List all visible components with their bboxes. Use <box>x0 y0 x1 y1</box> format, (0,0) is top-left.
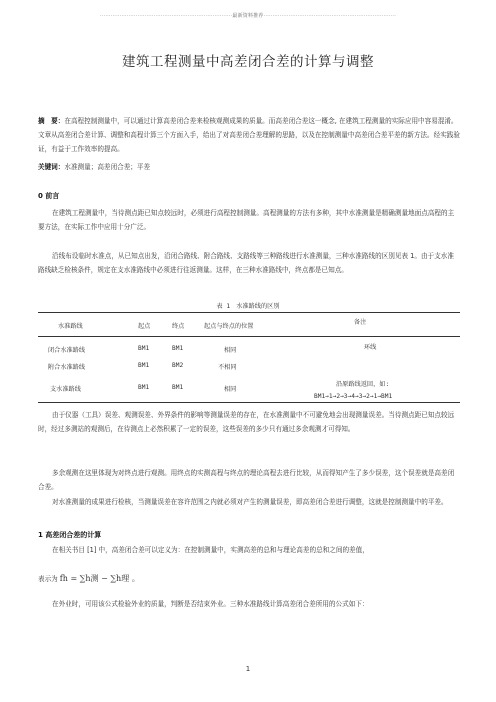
table-cell-relation: 不相同 <box>218 364 237 371</box>
closure-formula: fh = ∑h测 − ∑h理 。 <box>59 574 140 583</box>
abstract-text: 在高程控制测量中，可以通过计算高差闭合差来检核观测成果的质量。而高差闭合差这一概念, 在建筑工程测量的实际应用中容易混淆。文章从高差闭合差计算、调整和高程计算三个方面入手，给出了对高差闭合差理解的思路，以及在控制测量中高差闭合差平差的新方法。经实践验证，有益于工作效率的提高。 <box>38 117 460 153</box>
header-dots-left: ·········································································· <box>99 13 233 19</box>
keywords-text: 水准测量；高差闭合差；平差 <box>64 163 151 171</box>
paragraph-3: 由于仪器（工具）误差、观测误差、外界条件的影响等测量误差的存在，在水准测量中不可避免地会出现测量误差。当待测点距已知点较远时，经过多测站的观测后，在待测点上必然积累了一定的误差，这些误差的多少只有通过多余观测才可得知。 <box>38 411 455 433</box>
page-number: 1 <box>245 665 251 673</box>
paragraph-1: 在建筑工程测量中，当待测点距已知点较远时，必须进行高程控制测量。高程测量的方法有多种，其中水准测量是精确测量地面点高程的主要方法，在实际工作中应用十分广泛。 <box>38 209 455 231</box>
paragraph-7: 在外业时，可用该公式检验外业的质量，判断是否结束外业。三种水准路线计算高差闭合差所用的公式如下： <box>52 600 369 608</box>
table-header-rule <box>38 336 460 337</box>
section-heading-0: 0 前言 <box>38 192 60 200</box>
table-cell-end: BM1 <box>172 384 184 391</box>
abstract <box>38 114 460 156</box>
table-header-start: 起点 <box>138 323 151 330</box>
formula-prefix: 表示为 <box>38 575 58 583</box>
keywords-label: 关键词： <box>38 163 65 171</box>
table-cell-note: 沿原路线返回，如: <box>336 381 390 388</box>
table-header-end: 终点 <box>172 323 185 330</box>
table-cell-end: BM2 <box>172 362 184 369</box>
table-bottom-rule <box>38 402 460 403</box>
table-cell-relation: 相同 <box>224 386 237 393</box>
table-cell-note: 环线 <box>364 344 377 351</box>
page-header <box>92 12 404 19</box>
table-cell-route: 支水准路线 <box>50 386 81 393</box>
paragraph-2: 沿线布设临时水准点，从已知点出发，沿闭合路线、附合路线、支路线等三种路线进行水准测量，三种水准路线的区别见表 1。由于支水准路线缺乏检核条件，规定在支水准路线中必须进行往返测量。这样，在三种水准路线中，终点都是已知点。 <box>38 252 454 274</box>
table-cell-route: 附合水准路线 <box>48 364 86 371</box>
document-title: 建筑工程测量中高差闭合差的计算与调整 <box>122 54 374 70</box>
table-top-rule <box>38 312 460 313</box>
header-dots-right: ·········································································· <box>263 13 397 19</box>
header-label: 最新资料推荐 <box>232 13 264 19</box>
table-cell-route: 闭合水准路线 <box>48 347 86 354</box>
table-cell-start: BM1 <box>138 384 150 391</box>
formula-line <box>38 573 140 584</box>
table-header-route: 水准路线 <box>58 323 83 330</box>
section-heading-1: 1 高差闭合差的计算 <box>38 531 102 539</box>
table-header-relation: 起点与终点的位置 <box>204 323 254 330</box>
table-cell-note-route: BM1→1→2→3→4→3→2→1→BM1 <box>314 393 393 400</box>
abstract-label: 摘 要： <box>38 117 65 125</box>
paragraph-4: 多余观测在这里体现为对终点进行观测。用终点的实测高程与终点的理论高程去进行比较，从而得知产生了多少误差，这个误差就是高差闭合差。 <box>38 469 455 491</box>
table-header-note: 备注 <box>354 319 367 326</box>
table-cell-end: BM1 <box>172 345 184 352</box>
table-cell-start: BM1 <box>138 362 150 369</box>
keywords <box>38 160 460 174</box>
table-cell-relation: 相同 <box>224 347 237 354</box>
paragraph-5: 对水准测量的成果进行检核，当测量误差在容许范围之内就必须对产生的测量误差，即高差闭合差进行调整，这就是控制测量中的平差。 <box>52 498 448 506</box>
table-caption: 表 1 水准路线的区别 <box>216 303 280 310</box>
paragraph-6: 在相关书目 [1] 中，高差闭合差可以定义为：在控制测量中，实测高差的总和与理论高差的总和之间的差值， <box>52 546 369 554</box>
table-cell-start: BM1 <box>138 345 150 352</box>
